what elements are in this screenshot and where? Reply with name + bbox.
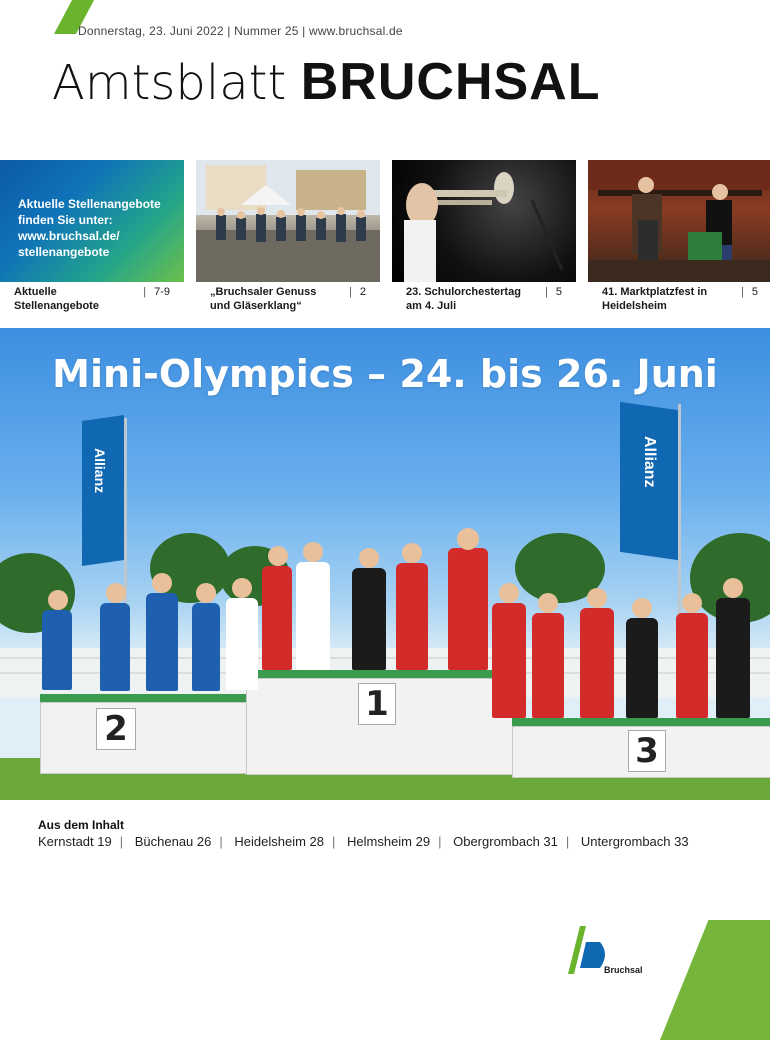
podium-first-top (246, 670, 512, 678)
podium-second (40, 702, 252, 774)
child-figure (226, 598, 258, 690)
jobs-thumbnail (0, 160, 184, 282)
child-figure (626, 618, 658, 718)
flag-text-right: Allianz (641, 436, 658, 488)
hero-photo (0, 328, 770, 800)
table-of-contents (38, 818, 758, 849)
child-figure (262, 566, 292, 670)
child-head (402, 543, 422, 563)
bruchsal-logo-icon (566, 924, 646, 984)
child-figure (448, 548, 488, 670)
contents-item[interactable]: Kernstadt 19 (38, 834, 112, 849)
teaser-label: 41. Marktplatzfest in Heidelsheim (602, 286, 708, 312)
teaser-marktplatzfest[interactable] (588, 160, 770, 312)
dateline: Donnerstag, 23. Juni 2022 | Nummer 25 | www.bruchsal.de (78, 24, 403, 38)
contents-title: Aus dem Inhalt (38, 818, 125, 832)
teaser-label: 23. Schulorchestertag am 4. Juli (406, 286, 521, 312)
flag-text-left: Allianz (92, 448, 108, 494)
child-figure (296, 562, 330, 670)
hero-title: Mini-Olympics – 24. bis 26. Juni (52, 352, 718, 396)
separator: | (331, 834, 336, 849)
title-bold: BRUCHSAL (300, 53, 601, 111)
child-head (152, 573, 172, 593)
podium-number-1: 1 (358, 683, 396, 725)
teaser-page: | 5 (545, 285, 562, 299)
stage-photo (588, 160, 770, 282)
child-figure (396, 563, 428, 670)
podium-number-2: 2 (96, 708, 136, 750)
podium-second-top (40, 694, 250, 702)
contents-item[interactable]: Helmsheim 29 (347, 834, 431, 849)
child-head (632, 598, 652, 618)
child-head (723, 578, 743, 598)
masthead-title (52, 52, 601, 113)
teaser-jobs[interactable] (0, 160, 184, 312)
child-figure (146, 593, 178, 691)
child-figure (580, 608, 614, 718)
teaser-page: | 7-9 (143, 285, 170, 299)
market-illustration (196, 160, 380, 282)
child-figure (716, 598, 750, 718)
teaser-page: | 5 (741, 285, 758, 299)
child-figure (42, 610, 72, 690)
teaser-label: Aktuelle Stellenangebote (14, 286, 99, 312)
podium-number-3: 3 (628, 730, 666, 772)
contents-item[interactable]: Heidelsheim 28 (234, 834, 324, 849)
logo-text: Bruchsal (604, 965, 643, 975)
child-head (232, 578, 252, 598)
child-head (196, 583, 216, 603)
child-head (499, 583, 519, 603)
separator: | (219, 834, 223, 849)
child-head (48, 590, 68, 610)
child-head (587, 588, 607, 608)
stage-illustration (588, 160, 770, 282)
teaser-label: „Bruchsaler Genuss und Gläserklang“ (210, 286, 317, 312)
child-figure (492, 603, 526, 718)
title-light: Amtsblatt (52, 55, 287, 111)
trumpet-illustration (392, 160, 576, 282)
child-head (682, 593, 702, 613)
child-head (303, 542, 323, 562)
separator: | (438, 834, 442, 849)
child-head (106, 583, 126, 603)
podium-third-top (512, 718, 770, 726)
contents-item[interactable]: Untergrombach 33 (580, 834, 689, 849)
jobs-text: Aktuelle Stellenangebote finden Sie unter: www.bruchsal.de/ stellenangebote (18, 197, 161, 259)
child-figure (192, 603, 220, 691)
child-head (268, 546, 288, 566)
child-head (538, 593, 558, 613)
child-head (359, 548, 379, 568)
market-photo (196, 160, 380, 282)
child-figure (352, 568, 386, 670)
contents-item[interactable]: Büchenau 26 (134, 834, 212, 849)
teaser-page: | 2 (349, 285, 366, 299)
teaser-genuss[interactable] (196, 160, 380, 312)
teaser-schulorchester[interactable] (392, 160, 576, 312)
trumpet-photo (392, 160, 576, 282)
child-head (457, 528, 479, 550)
separator: | (119, 834, 124, 849)
separator: | (565, 834, 570, 849)
contents-list (38, 834, 758, 849)
child-figure (676, 613, 708, 718)
child-figure (100, 603, 130, 691)
contents-item[interactable]: Obergrombach 31 (453, 834, 558, 849)
teaser-row (0, 160, 770, 320)
corner-accent (660, 920, 770, 1040)
child-figure (532, 613, 564, 718)
